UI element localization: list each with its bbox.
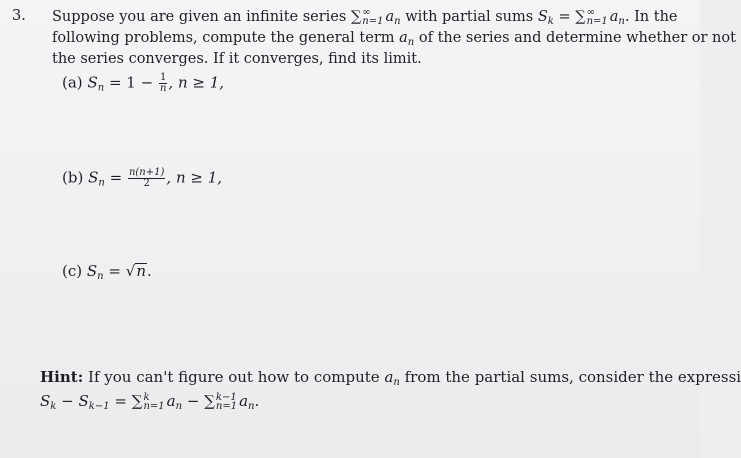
- formula-sum-symbol-1: ∑: [131, 392, 143, 410]
- statement-line-3: the series converges. If it converges, find its limit.: [52, 51, 422, 67]
- part-b-numerator: n(n+1): [128, 167, 165, 178]
- sum-symbol-2: ∑: [575, 9, 586, 25]
- part-c-lhs-index: n: [97, 271, 104, 282]
- part-a-rhs-prefix: = 1 −: [108, 73, 154, 92]
- statement-line-1: [52, 8, 692, 30]
- part-c-rhs-prefix: =: [108, 262, 121, 280]
- formula-sum-upper-1: k: [143, 392, 150, 403]
- equals-sign: =: [558, 9, 571, 25]
- part-a-lhs-index: n: [97, 82, 105, 94]
- problem-statement: [12, 7, 736, 68]
- series-term-index: n: [394, 16, 401, 27]
- sum-upper-2: ∞: [586, 7, 595, 18]
- hint-block: [40, 368, 741, 416]
- part-c-condition: .: [147, 262, 152, 280]
- sum-lower: n=1: [362, 16, 384, 27]
- statement-line-2: [52, 30, 736, 51]
- formula-term-1: a: [166, 392, 176, 410]
- sum-upper: ∞: [362, 7, 371, 18]
- statement-partial-sums: with partial sums: [405, 9, 534, 25]
- sum-symbol: ∑: [350, 9, 362, 25]
- formula-equals: =: [114, 392, 127, 410]
- statement-line-2-b: of the series and determine whether or not: [418, 30, 736, 46]
- part-b-fraction: [128, 168, 165, 189]
- hint-term: a: [384, 368, 394, 386]
- statement-intro: Suppose you are given an infinite series: [52, 9, 347, 25]
- formula-sum-1: [132, 392, 165, 411]
- sqrt-argument: n: [136, 262, 146, 280]
- formula-term-2: a: [239, 392, 249, 410]
- formula-s-k: S: [40, 392, 51, 410]
- hint-label: Hint:: [40, 368, 84, 386]
- sqrt-symbol: √: [125, 262, 136, 280]
- part-a-lhs: S: [87, 73, 98, 92]
- part-b-rhs-prefix: =: [109, 168, 123, 187]
- formula-minus-2: −: [186, 392, 200, 410]
- part-a-fraction: [159, 73, 167, 94]
- formula-sum-lower-1: n=1: [143, 401, 165, 412]
- part-b-denominator: 2: [143, 178, 150, 189]
- statement-line-2-a: following problems, compute the general term: [52, 30, 395, 46]
- hint-formula: [40, 392, 259, 410]
- part-a-condition: , n ≥ 1,: [168, 73, 225, 92]
- formula-sum-lower-2: n=1: [215, 401, 238, 412]
- series-term-index-2: n: [618, 16, 625, 27]
- sum-lower-2: n=1: [586, 16, 608, 27]
- formula-term-2-index: n: [248, 401, 255, 412]
- formula-sum-upper-2: k−1: [215, 392, 237, 403]
- statement-in-the: In the: [634, 9, 678, 25]
- statement-text: [52, 7, 736, 68]
- period: .: [624, 9, 630, 25]
- general-term: a: [399, 30, 408, 46]
- part-b-label: (b): [62, 168, 84, 187]
- series-term-2: a: [609, 9, 619, 25]
- hint-term-index: n: [393, 377, 400, 388]
- formula-minus: −: [61, 392, 74, 410]
- part-b-condition: , n ≥ 1,: [166, 168, 223, 187]
- part-c-label: (c): [62, 262, 83, 280]
- formula-sum-limits-1: [143, 393, 164, 411]
- hint-text-a: If you can't figure out how to compute: [88, 368, 380, 386]
- formula-s-k-1: S: [78, 392, 89, 410]
- part-a-label: (a): [62, 73, 83, 92]
- series-sum: [351, 8, 384, 26]
- part-a: [62, 73, 224, 94]
- part-a-numerator: 1: [159, 72, 167, 83]
- sum-limits-2: [587, 8, 608, 26]
- part-c-lhs: S: [86, 262, 98, 280]
- general-term-index: n: [407, 37, 415, 48]
- formula-end: .: [254, 392, 260, 410]
- part-c: [62, 262, 152, 282]
- series-term: a: [385, 9, 395, 25]
- formula-term-1-index: n: [175, 401, 183, 412]
- partial-sum-series: [575, 8, 608, 26]
- partial-sum-symbol: S: [537, 9, 548, 25]
- formula-s-k-1-index: k−1: [88, 401, 110, 412]
- formula-sum-symbol-2: ∑: [204, 392, 215, 410]
- formula-sum-limits-2: [216, 393, 237, 411]
- sum-limits: [362, 8, 383, 26]
- partial-sum-index: k: [547, 16, 554, 27]
- part-b: [62, 168, 222, 189]
- hint-text-b: from the partial sums, consider the expressi: [404, 368, 741, 386]
- question-number: 3.: [12, 8, 26, 24]
- part-a-denominator: n: [159, 83, 167, 94]
- part-b-lhs: S: [88, 168, 99, 187]
- formula-sum-2: [204, 392, 237, 411]
- formula-s-k-index: k: [50, 401, 57, 412]
- hint-line-1: [40, 368, 741, 392]
- part-b-lhs-index: n: [98, 177, 105, 189]
